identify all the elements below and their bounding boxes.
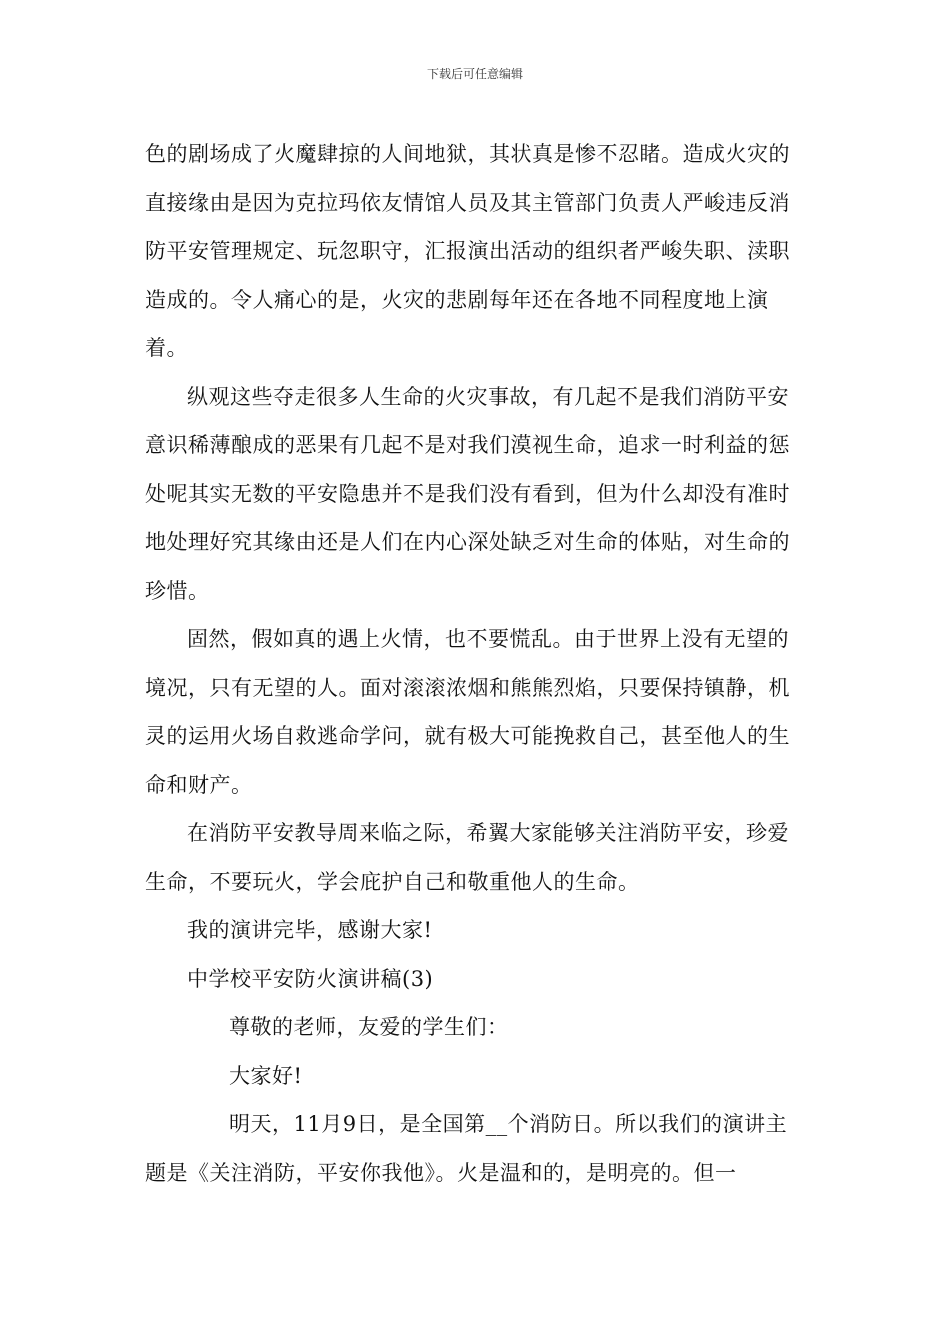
page-header: 下载后可任意编辑 xyxy=(426,67,523,81)
paragraph-2: 纵观这些夺走很多人生命的火灾事故，有几起不是我们消防平安意识稀薄酿成的恶果有几起不是对我们漠视生命，追求一时利益的惩处呢其实无数的平安隐患并不是我们没有看到，但为什么却没有准时地处理好究其缘由还是人们在内心深处缺乏对生命的体贴，对生命的珍惜。 xyxy=(145,384,790,603)
closing-line: 我的演讲完毕，感谢大家! xyxy=(187,918,433,942)
greeting: 大家好! xyxy=(229,1063,303,1088)
paragraph-1: 色的剧场成了火魔肆掠的人间地狱，其状真是惨不忍睹。造成火灾的直接缘由是因为克拉玛依友情馆人员及其主管部门负责人严峻违反消防平安管理规定、玩忽职守，汇报演出活动的组织者严峻失职、渎职造成的。令人痛心的是，火灾的悲剧每年还在各地不同程度地上演着。 xyxy=(145,142,790,360)
paragraph-9: 明天，11月9日，是全国第__个消防日。所以我们的演讲主题是《关注消防，平安你我他》。火是温和的，是明亮的。但一 xyxy=(145,1112,788,1185)
section-title: 中学校平安防火演讲稿(3) xyxy=(187,966,434,991)
paragraph-4: 在消防平安教导周来临之际，希翼大家能够关注消防平安，珍爱生命，不要玩火，学会庇护自己和敬重他人的生命。 xyxy=(145,821,789,894)
salutation: 尊敬的老师，友爱的学生们： xyxy=(229,1015,509,1039)
paragraph-3: 固然，假如真的遇上火情，也不要慌乱。由于世界上没有无望的境况，只有无望的人。面对滚滚浓烟和熊熊烈焰，只要保持镇静，机灵的运用火场自救逃命学问，就有极大可能挽救自己，甚至他人的生命和财产。 xyxy=(145,627,790,797)
document-body xyxy=(145,130,805,1197)
